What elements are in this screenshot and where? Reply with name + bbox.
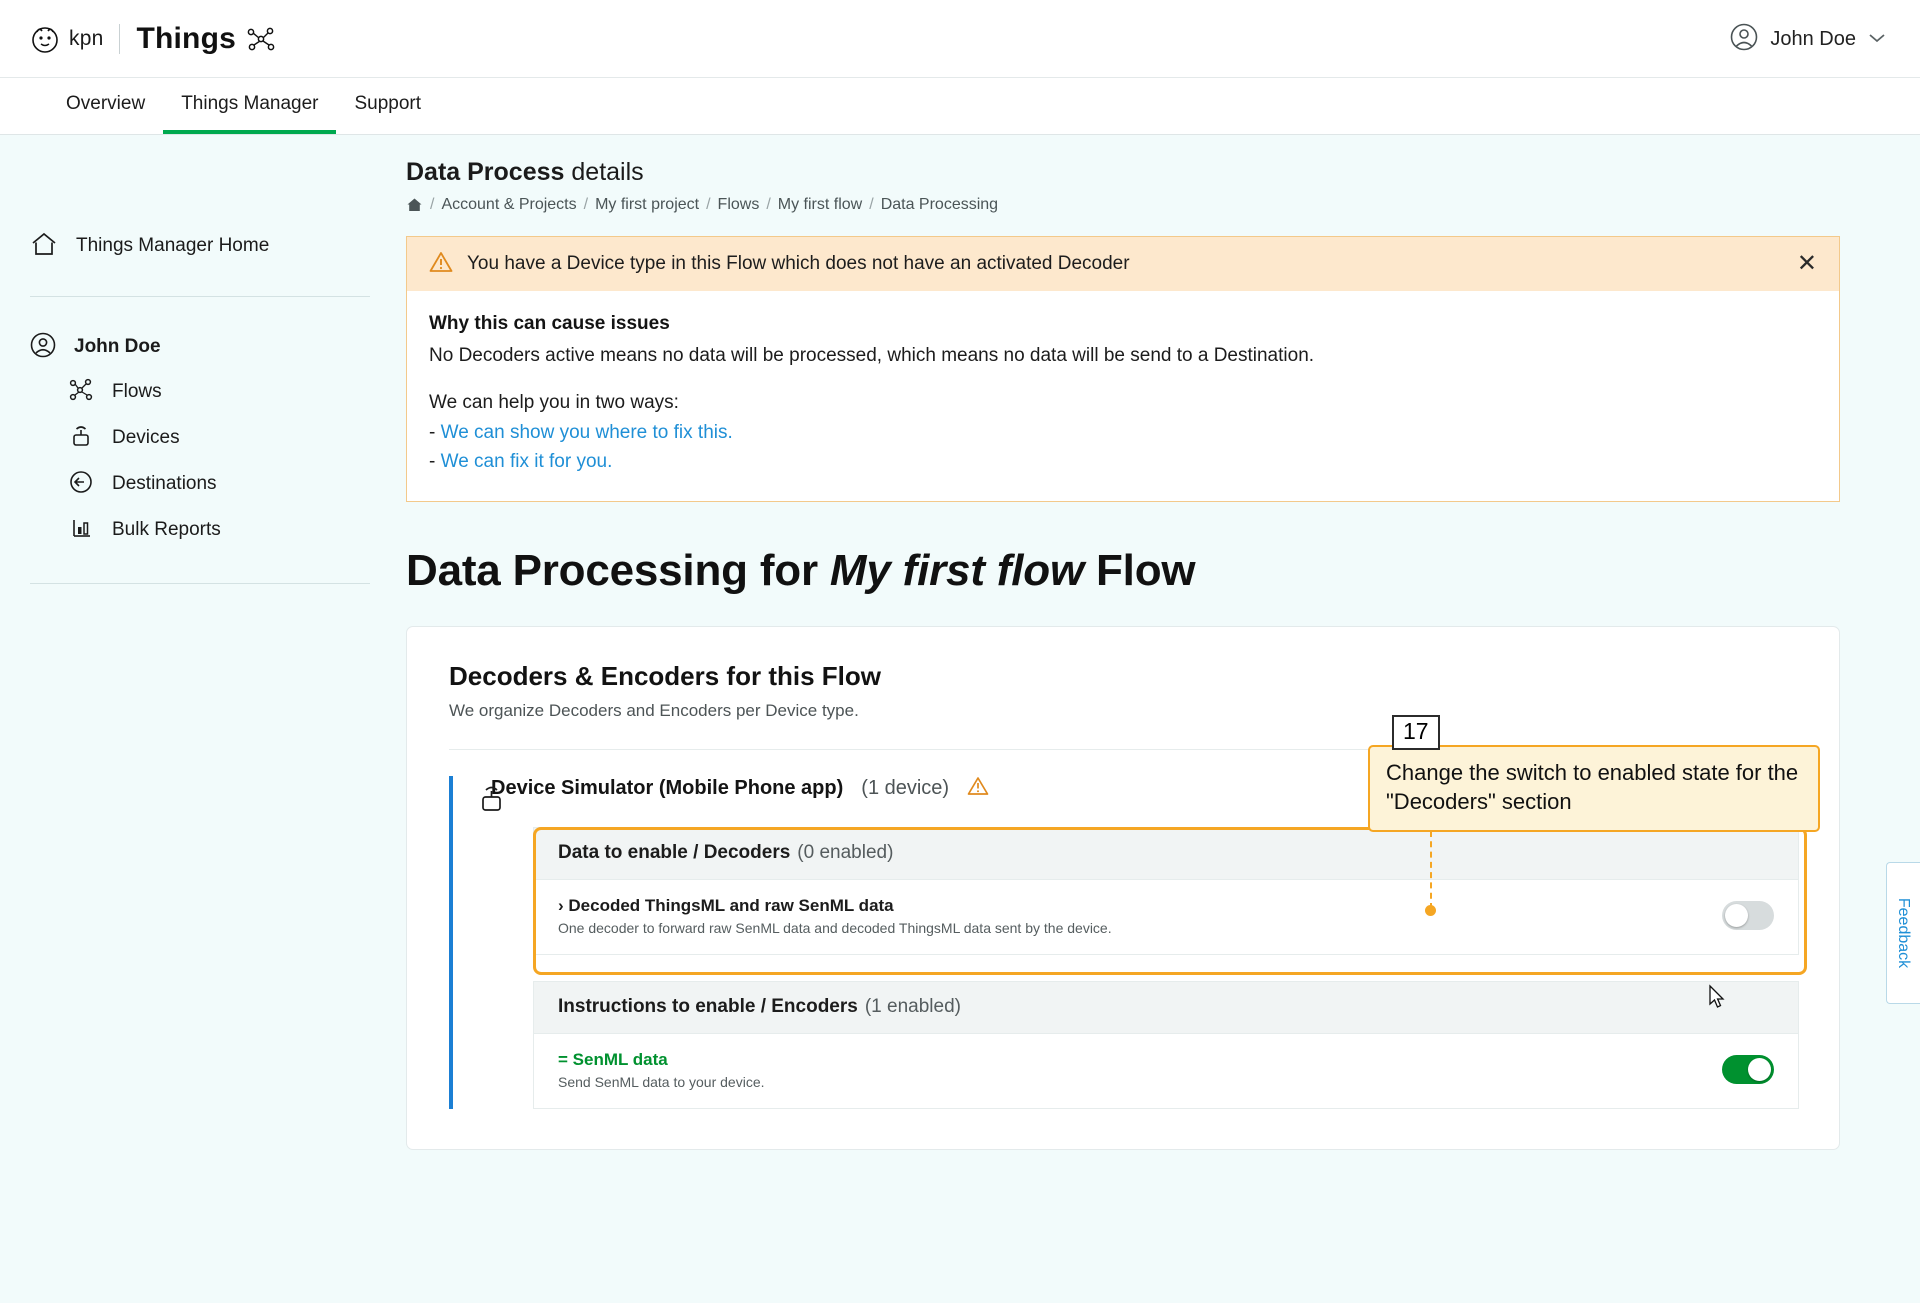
heading-suffix: Flow bbox=[1083, 545, 1196, 595]
devices-icon bbox=[68, 424, 94, 453]
callout-connector-dot bbox=[1425, 905, 1436, 916]
sidebar-home-label: Things Manager Home bbox=[76, 235, 270, 256]
brand-things-text: Things bbox=[136, 21, 236, 55]
sidebar bbox=[0, 136, 400, 1303]
decoder-row-title[interactable]: › Decoded ThingsML and raw SenML data bbox=[558, 895, 894, 915]
sidebar-item-destinations[interactable] bbox=[0, 461, 400, 507]
warning-icon bbox=[429, 251, 453, 278]
sidebar-divider-2 bbox=[30, 583, 370, 584]
brand-kpn-text: kpn bbox=[69, 26, 104, 50]
sidebar-item-devices[interactable] bbox=[0, 415, 400, 461]
page-title-bold: Data Process bbox=[406, 158, 565, 186]
sidebar-item-flows[interactable] bbox=[0, 369, 400, 415]
home-icon bbox=[30, 230, 58, 263]
encoder-row-title[interactable]: = SenML data bbox=[558, 1049, 668, 1069]
things-network-icon bbox=[246, 26, 276, 52]
alert-header bbox=[407, 237, 1839, 291]
tab-overview[interactable] bbox=[48, 78, 163, 134]
encoders-section bbox=[533, 981, 1799, 1109]
alert-link-row-2: - We can fix it for you. bbox=[429, 451, 613, 473]
tab-support[interactable] bbox=[336, 78, 439, 134]
alert-help-intro: We can help you in two ways: bbox=[429, 392, 679, 414]
sidebar-item-user[interactable] bbox=[0, 325, 400, 369]
decoder-row-subtitle: One decoder to forward raw SenML data and decoded ThingsML data sent by the device. bbox=[558, 919, 1112, 936]
card-title: Decoders & Encoders for this Flow bbox=[449, 660, 881, 691]
page-title-rest: details bbox=[564, 158, 644, 186]
device-warning-icon bbox=[967, 776, 989, 801]
decoder-toggle[interactable] bbox=[1722, 901, 1774, 930]
tab-things-manager[interactable] bbox=[163, 78, 336, 134]
sidebar-item-home[interactable] bbox=[0, 224, 400, 268]
device-icon bbox=[475, 784, 507, 819]
sidebar-item-flows-label: Flows bbox=[112, 381, 162, 402]
instruction-callout bbox=[1368, 718, 1820, 832]
sidebar-item-destinations-label: Destinations bbox=[112, 473, 217, 494]
alert-body bbox=[407, 291, 1839, 501]
decoders-section bbox=[533, 827, 1799, 955]
flows-icon bbox=[68, 378, 94, 407]
brand-divider bbox=[119, 24, 120, 54]
mouse-cursor-icon bbox=[1706, 984, 1728, 1010]
decoders-encoders-card bbox=[406, 626, 1840, 1150]
breadcrumb-item-3[interactable]: My first flow bbox=[777, 196, 863, 213]
encoders-section-title: Instructions to enable / Encoders bbox=[558, 996, 858, 1018]
decoder-row-texts bbox=[558, 896, 1722, 936]
encoder-row-texts bbox=[558, 1050, 1722, 1090]
encoder-row[interactable] bbox=[534, 1034, 1798, 1108]
heading-prefix: Data Processing for bbox=[406, 545, 830, 595]
decoder-warning-alert bbox=[406, 236, 1840, 502]
chevron-down-icon[interactable] bbox=[1868, 31, 1886, 48]
callout-text: Change the switch to enabled state for the "Decoders" section bbox=[1368, 745, 1820, 832]
user-avatar-icon bbox=[1730, 23, 1758, 56]
callout-connector-line bbox=[1430, 831, 1432, 909]
encoders-section-count: (1 enabled) bbox=[864, 996, 961, 1018]
kpn-logo-icon bbox=[28, 22, 62, 56]
sidebar-divider-1 bbox=[30, 296, 370, 297]
encoder-row-subtitle: Send SenML data to your device. bbox=[558, 1073, 765, 1090]
breadcrumb-home-icon[interactable] bbox=[406, 197, 423, 213]
section-heading bbox=[406, 546, 1860, 596]
tab-support-label: Support bbox=[354, 93, 422, 114]
destinations-icon bbox=[68, 470, 94, 499]
sidebar-item-devices-label: Devices bbox=[112, 427, 180, 448]
top-bar bbox=[0, 0, 1920, 78]
encoder-toggle-knob bbox=[1748, 1058, 1771, 1081]
breadcrumb-sep-4: / bbox=[869, 196, 874, 213]
breadcrumb-item-1[interactable]: My first project bbox=[595, 196, 700, 213]
breadcrumb-sep-0: / bbox=[430, 196, 435, 213]
decoders-section-count: (0 enabled) bbox=[797, 842, 894, 864]
breadcrumb-item-4[interactable]: Data Processing bbox=[880, 196, 999, 213]
breadcrumb-item-2[interactable]: Flows bbox=[717, 196, 760, 213]
heading-flow-name: My first flow bbox=[829, 545, 1084, 595]
alert-link-fix-for-you[interactable]: We can fix it for you. bbox=[440, 451, 613, 473]
breadcrumb-sep-1: / bbox=[583, 196, 589, 213]
decoders-wrapper bbox=[449, 827, 1799, 955]
sidebar-item-bulk-reports-label: Bulk Reports bbox=[112, 519, 221, 540]
feedback-tab[interactable] bbox=[1886, 862, 1920, 1004]
breadcrumb bbox=[406, 196, 1860, 214]
decoders-section-header bbox=[534, 828, 1798, 880]
alert-link-row-1: - We can show you where to fix this. bbox=[429, 421, 733, 443]
breadcrumb-sep-2: / bbox=[706, 196, 711, 213]
tab-overview-label: Overview bbox=[66, 93, 146, 114]
decoders-section-title: Data to enable / Decoders bbox=[558, 842, 791, 864]
feedback-label: Feedback bbox=[1895, 897, 1913, 969]
user-menu[interactable] bbox=[1730, 0, 1886, 78]
device-count: (1 device) bbox=[861, 776, 950, 799]
breadcrumb-sep-3: / bbox=[766, 196, 771, 213]
close-icon[interactable]: ✕ bbox=[1796, 250, 1817, 277]
page-title bbox=[406, 158, 1860, 187]
alert-why-heading: Why this can cause issues bbox=[429, 313, 670, 334]
card-subtitle: We organize Decoders and Encoders per Device type. bbox=[449, 700, 859, 720]
main-content bbox=[400, 136, 1920, 1303]
alert-spacer bbox=[429, 370, 1817, 388]
breadcrumb-item-0[interactable]: Account & Projects bbox=[441, 196, 577, 213]
decoder-toggle-knob bbox=[1725, 904, 1748, 927]
decoder-row[interactable] bbox=[534, 880, 1798, 954]
brand-logo[interactable] bbox=[28, 22, 276, 56]
user-icon bbox=[30, 332, 56, 363]
device-title: Device Simulator (Mobile Phone app) bbox=[491, 776, 844, 799]
encoders-section-header bbox=[534, 982, 1798, 1034]
sidebar-item-bulk-reports[interactable] bbox=[0, 507, 400, 553]
sidebar-user-label: John Doe bbox=[74, 336, 161, 357]
bulk-reports-icon bbox=[68, 516, 94, 545]
encoder-toggle[interactable] bbox=[1722, 1055, 1774, 1084]
callout-step-number: 17 bbox=[1392, 715, 1440, 750]
alert-why-text: No Decoders active means no data will be processed, which means no data will be send to a Destination. bbox=[429, 345, 1315, 366]
alert-link-show-where[interactable]: We can show you where to fix this. bbox=[440, 421, 733, 443]
tab-things-manager-label: Things Manager bbox=[181, 93, 319, 114]
alert-title: You have a Device type in this Flow which does not have an activated Decoder bbox=[467, 253, 1130, 274]
main-nav-tabs bbox=[0, 78, 1920, 135]
user-name-label: John Doe bbox=[1770, 27, 1856, 50]
